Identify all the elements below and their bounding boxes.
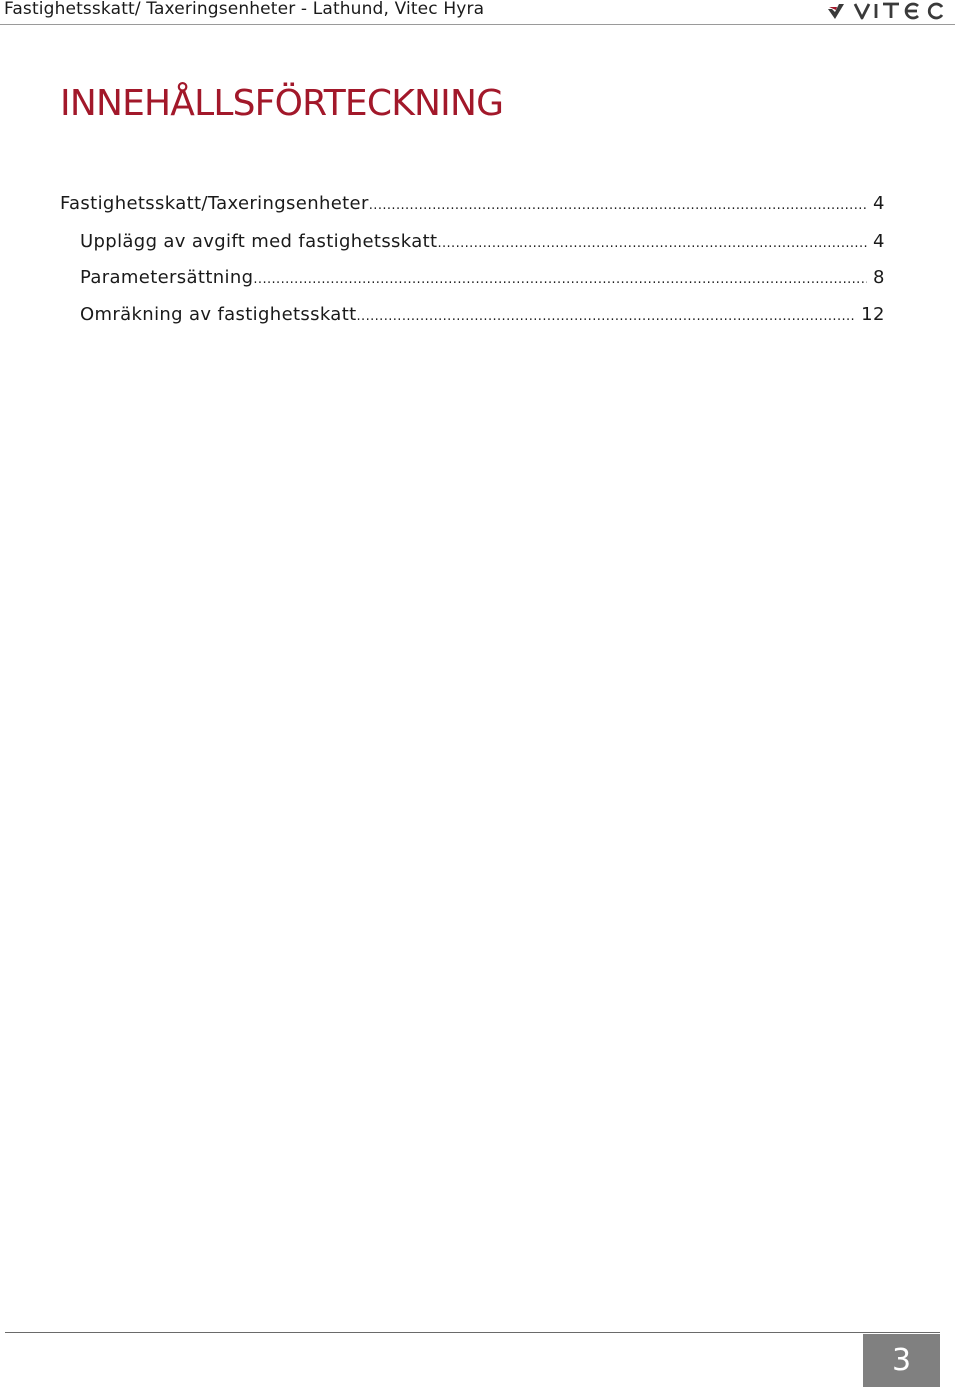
header-title: Fastighetsskatt/ Taxeringsenheter - Lathund, Vitec Hyra [4, 0, 485, 19]
toc-page-number: 12 [861, 304, 885, 325]
vitec-logo-icon [826, 1, 946, 21]
page-header [0, 0, 955, 25]
toc-dot-leader [253, 268, 867, 290]
toc-dot-leader [369, 194, 867, 216]
toc-dot-leader [357, 305, 856, 327]
toc-entry-label: Omräkning av fastighetsskatt [80, 304, 357, 325]
footer-divider [5, 1332, 940, 1333]
toc-entry-label: Upplägg av avgift med fastighetsskatt [80, 231, 438, 252]
toc-entry[interactable] [80, 303, 885, 327]
toc-heading: INNEHÅLLSFÖRTECKNING [60, 83, 504, 124]
toc-page-number: 8 [873, 267, 885, 288]
toc-entry-label: Parametersättning [80, 267, 254, 288]
toc-entry[interactable] [80, 266, 885, 290]
toc-entry[interactable] [60, 192, 885, 216]
page-number: 3 [863, 1334, 940, 1387]
toc-entry[interactable] [80, 230, 885, 254]
toc-page-number: 4 [873, 231, 885, 252]
toc-page-number: 4 [873, 193, 885, 214]
toc-entry-label: Fastighetsskatt/Taxeringsenheter [60, 193, 369, 214]
toc-dot-leader [437, 232, 867, 254]
